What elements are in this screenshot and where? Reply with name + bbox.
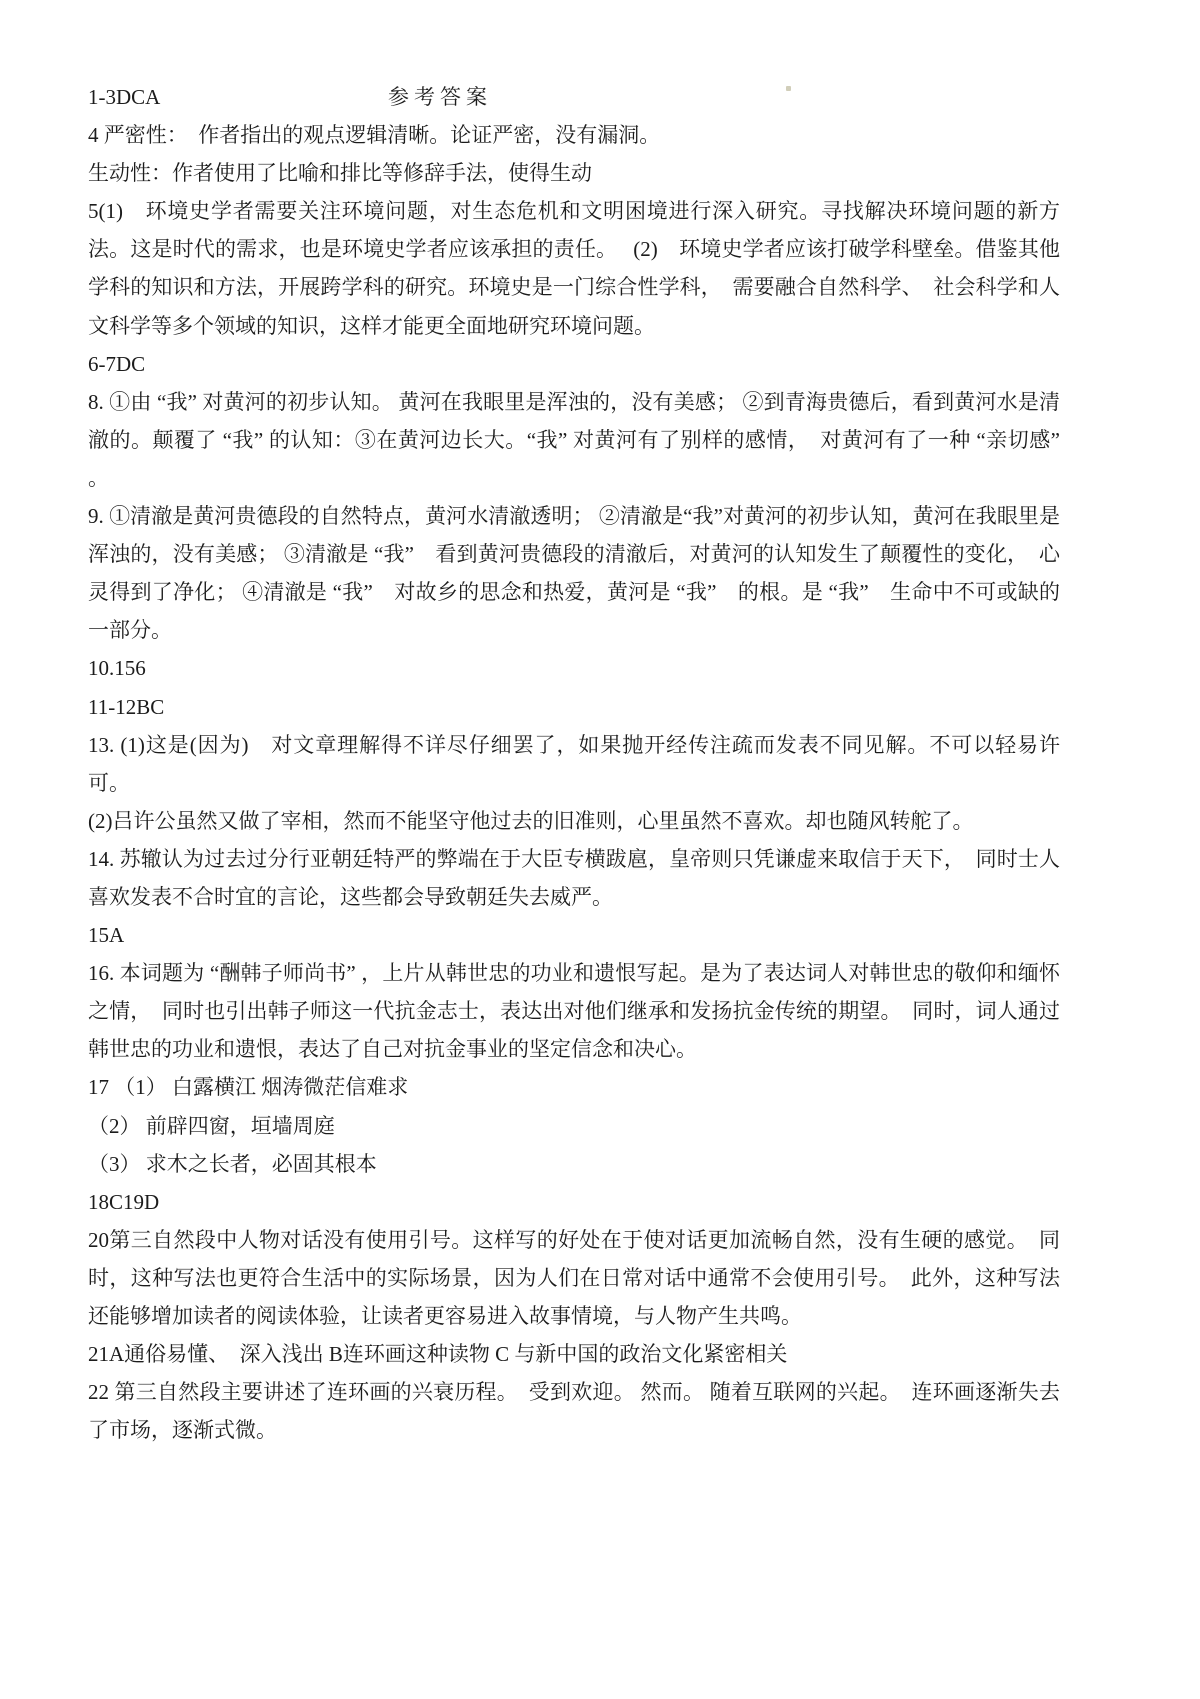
- answers-1-3-text: 1-3DCA: [88, 85, 161, 109]
- answer-paragraph: 5(1) 环境史学者需要关注环境问题，对生态危机和文明困境进行深入研究。寻找解决环境问题的新方法。这是时代的需求，也是环境史学者应该承担的责任。 (2) 环境史学者应该打破学科壁垒。借鉴其他学科的知识和方法，开展跨学科的研究。环境史是一门综合性学科， 需要融合自然科学、 社会科学和人文科学等多个领域的知识，这样才能更全面地研究环境问题。: [88, 199, 1060, 338]
- answer-paragraph: 10.156: [88, 656, 146, 681]
- answer-paragraph: 4 严密性： 作者指出的观点逻辑清晰。论证严密，没有漏洞。: [88, 123, 661, 148]
- answer-paragraph: 6-7DC: [88, 351, 146, 376]
- answer-paragraph: 18C19D: [88, 1189, 160, 1214]
- answer-paragraph: 16. 本词题为 “酬韩子师尚书” ，上片从韩世忠的功业和遗恨写起。是为了表达词人对韩世忠的敬仰和缅怀之情， 同时也引出韩子师这一代抗金志士，表达出对他们继承和发扬抗金传统的期望。 同时，词人通过韩世忠的功业和遗恨，表达了自己对抗金事业的坚定信念和决心。: [88, 961, 1060, 1062]
- answer-paragraph: 9. ①清澈是黄河贵德段的自然特点，黄河水清澈透明； ②清澈是“我”对黄河的初步认知，黄河在我眼里是浑浊的，没有美感； ③清澈是 “我” 看到黄河贵德段的清澈后，对黄河的认知发生了颠覆性的变化， 心灵得到了净化； ④清澈是 “我” 对故乡的思念和热爱，黄河是 “我” 的根。是 “我” 生命中不可或缺的一部分。: [88, 504, 1060, 643]
- header-line: [88, 78, 1060, 116]
- answer-paragraph: 14. 苏辙认为过去过分行亚朝廷特严的弊端在于大臣专横跋扈，皇帝则只凭谦虚来取信于天下， 同时士人喜欢发表不合时宜的言论，这些都会导致朝廷失去威严。: [88, 846, 1060, 909]
- answer-paragraph: 17 （1） 白露横江 烟涛微茫信难求: [88, 1075, 409, 1100]
- answer-paragraph: 20第三自然段中人物对话没有使用引号。这样写的好处在于使对话更加流畅自然，没有生硬的感觉。 同时，这种写法也更符合生活中的实际场景，因为人们在日常对话中通常不会使用引号。 此外，这种写法还能够增加读者的阅读体验，让读者更容易进入故事情境，与人物产生共鸣。: [88, 1227, 1060, 1328]
- answers-list: [88, 116, 1060, 1449]
- answer-paragraph: 11-12BC: [88, 694, 165, 719]
- page-title: 参考答案: [388, 85, 492, 109]
- answer-paragraph: (2)吕许公虽然又做了宰相，然而不能坚守他过去的旧准则，心里虽然不喜欢。却也随风转舵了。: [88, 808, 974, 833]
- answer-paragraph: 22 第三自然段主要讲述了连环画的兴衰历程。 受到欢迎。 然而。 随着互联网的兴起。 连环画逐渐失去了市场，逐渐式微。: [88, 1380, 1060, 1443]
- answer-paragraph: 8. ①由 “我” 对黄河的初步认知。 黄河在我眼里是浑浊的，没有美感； ②到青海贵德后，看到黄河水是清澈的。颠覆了 “我” 的认知：③在黄河边长大。“我” 对黄河有了别样的感情， 对黄河有了一种 “亲切感” 。: [88, 389, 1060, 490]
- answer-paragraph: 21A通俗易懂、 深入浅出 B连环画这种读物 C 与新中国的政治文化紧密相关: [88, 1342, 788, 1367]
- answer-paragraph: （2） 前辟四窗，垣墙周庭: [88, 1113, 335, 1138]
- answer-paragraph: 15A: [88, 923, 125, 948]
- answer-paragraph: （3） 求木之长者，必固其根本: [88, 1151, 377, 1176]
- answer-paragraph: 生动性：作者使用了比喻和排比等修辞手法，使得生动: [88, 161, 592, 186]
- answer-key-content: [88, 78, 1060, 1449]
- answer-paragraph: 13. (1)这是(因为) 对文章理解得不详尽仔细罢了，如果抛开经传注疏而发表不同见解。不可以轻易许可。: [88, 732, 1060, 795]
